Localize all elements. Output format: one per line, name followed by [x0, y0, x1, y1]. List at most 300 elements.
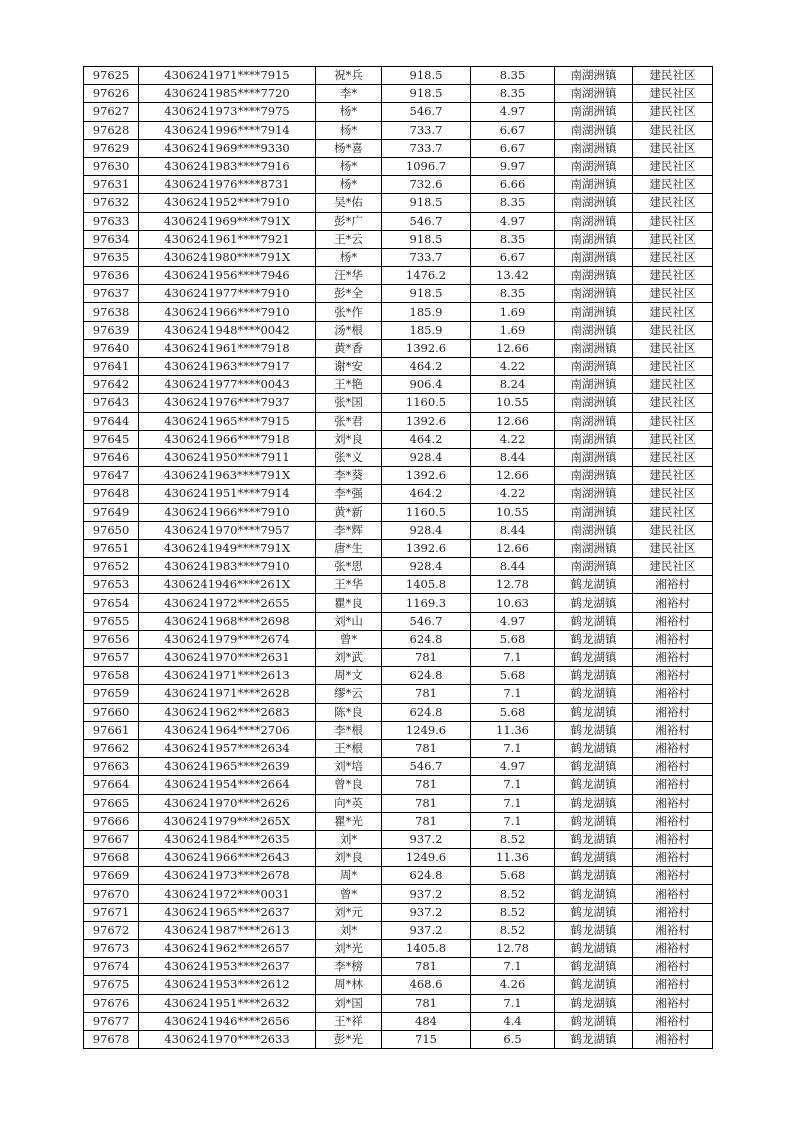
row-number-cell: 97650 — [84, 521, 139, 539]
row-number-cell: 97657 — [84, 649, 139, 667]
village-cell: 建民社区 — [633, 248, 713, 266]
village-cell: 湘裕村 — [633, 830, 713, 848]
area-cell: 11.36 — [471, 721, 555, 739]
town-cell: 南湖洲镇 — [555, 267, 633, 285]
amount-cell: 928.4 — [382, 521, 471, 539]
amount-cell: 1392.6 — [382, 467, 471, 485]
amount-cell: 733.7 — [382, 121, 471, 139]
id-number-cell: 4306241952****7910 — [139, 194, 316, 212]
name-cell: 周*文 — [316, 667, 382, 685]
id-number-cell: 4306241951****2632 — [139, 994, 316, 1012]
id-number-cell: 4306241963****7917 — [139, 358, 316, 376]
row-number-cell: 97656 — [84, 630, 139, 648]
area-cell: 8.52 — [471, 885, 555, 903]
area-cell: 8.52 — [471, 903, 555, 921]
table-row — [84, 812, 713, 830]
town-cell: 南湖洲镇 — [555, 303, 633, 321]
id-number-cell: 4306241953****2612 — [139, 976, 316, 994]
amount-cell: 781 — [382, 776, 471, 794]
table-row — [84, 703, 713, 721]
row-number-cell: 97639 — [84, 321, 139, 339]
amount-cell: 1160.5 — [382, 394, 471, 412]
name-cell: 张*国 — [316, 394, 382, 412]
town-cell: 南湖洲镇 — [555, 558, 633, 576]
row-number-cell: 97666 — [84, 812, 139, 830]
table-row — [84, 212, 713, 230]
name-cell: 瞿*光 — [316, 812, 382, 830]
amount-cell: 906.4 — [382, 376, 471, 394]
name-cell: 周*林 — [316, 976, 382, 994]
amount-cell: 781 — [382, 649, 471, 667]
row-number-cell: 97625 — [84, 67, 139, 85]
name-cell: 彭*广 — [316, 212, 382, 230]
table-row — [84, 940, 713, 958]
amount-cell: 1160.5 — [382, 503, 471, 521]
name-cell: 彭*全 — [316, 285, 382, 303]
id-number-cell: 4306241962****2657 — [139, 940, 316, 958]
table-row — [84, 485, 713, 503]
amount-cell: 546.7 — [382, 612, 471, 630]
town-cell: 鹤龙湖镇 — [555, 867, 633, 885]
name-cell: 张*君 — [316, 412, 382, 430]
name-cell: 王*根 — [316, 739, 382, 757]
row-number-cell: 97674 — [84, 958, 139, 976]
town-cell: 鹤龙湖镇 — [555, 685, 633, 703]
area-cell: 10.55 — [471, 503, 555, 521]
village-cell: 湘裕村 — [633, 921, 713, 939]
town-cell: 鹤龙湖镇 — [555, 649, 633, 667]
town-cell: 鹤龙湖镇 — [555, 976, 633, 994]
name-cell: 张*作 — [316, 303, 382, 321]
row-number-cell: 97664 — [84, 776, 139, 794]
row-number-cell: 97668 — [84, 849, 139, 867]
village-cell: 湘裕村 — [633, 758, 713, 776]
village-cell: 建民社区 — [633, 394, 713, 412]
row-number-cell: 97673 — [84, 940, 139, 958]
table-row — [84, 594, 713, 612]
town-cell: 南湖洲镇 — [555, 448, 633, 466]
village-cell: 建民社区 — [633, 539, 713, 557]
name-cell: 谢*安 — [316, 358, 382, 376]
town-cell: 鹤龙湖镇 — [555, 1030, 633, 1048]
id-number-cell: 4306241956****7946 — [139, 267, 316, 285]
village-cell: 湘裕村 — [633, 994, 713, 1012]
table-row — [84, 376, 713, 394]
row-number-cell: 97659 — [84, 685, 139, 703]
village-cell: 建民社区 — [633, 303, 713, 321]
row-number-cell: 97643 — [84, 394, 139, 412]
town-cell: 南湖洲镇 — [555, 285, 633, 303]
town-cell: 鹤龙湖镇 — [555, 630, 633, 648]
table-row — [84, 867, 713, 885]
table-body — [84, 67, 713, 1049]
id-number-cell: 4306241977****7910 — [139, 285, 316, 303]
table-row — [84, 157, 713, 175]
id-number-cell: 4306241979****265X — [139, 812, 316, 830]
row-number-cell: 97637 — [84, 285, 139, 303]
row-number-cell: 97676 — [84, 994, 139, 1012]
village-cell: 湘裕村 — [633, 1012, 713, 1030]
table-row — [84, 849, 713, 867]
table-row — [84, 539, 713, 557]
id-number-cell: 4306241957****2634 — [139, 739, 316, 757]
name-cell: 刘*培 — [316, 758, 382, 776]
town-cell: 南湖洲镇 — [555, 467, 633, 485]
name-cell: 刘* — [316, 830, 382, 848]
town-cell: 鹤龙湖镇 — [555, 885, 633, 903]
table-row — [84, 776, 713, 794]
amount-cell: 464.2 — [382, 430, 471, 448]
table-row — [84, 430, 713, 448]
area-cell: 12.66 — [471, 339, 555, 357]
area-cell: 7.1 — [471, 794, 555, 812]
table-row — [84, 85, 713, 103]
table-row — [84, 448, 713, 466]
table-row — [84, 267, 713, 285]
town-cell: 南湖洲镇 — [555, 503, 633, 521]
row-number-cell: 97665 — [84, 794, 139, 812]
table-row — [84, 758, 713, 776]
id-number-cell: 4306241946****2656 — [139, 1012, 316, 1030]
town-cell: 鹤龙湖镇 — [555, 594, 633, 612]
area-cell: 10.55 — [471, 394, 555, 412]
row-number-cell: 97678 — [84, 1030, 139, 1048]
amount-cell: 1249.6 — [382, 721, 471, 739]
town-cell: 鹤龙湖镇 — [555, 903, 633, 921]
table-row — [84, 285, 713, 303]
amount-cell: 624.8 — [382, 667, 471, 685]
amount-cell: 624.8 — [382, 867, 471, 885]
id-number-cell: 4306241966****7910 — [139, 503, 316, 521]
id-number-cell: 4306241949****791X — [139, 539, 316, 557]
name-cell: 周* — [316, 867, 382, 885]
amount-cell: 781 — [382, 685, 471, 703]
town-cell: 鹤龙湖镇 — [555, 721, 633, 739]
id-number-cell: 4306241970****2626 — [139, 794, 316, 812]
table-row — [84, 412, 713, 430]
area-cell: 7.1 — [471, 739, 555, 757]
amount-cell: 1392.6 — [382, 539, 471, 557]
table-row — [84, 121, 713, 139]
town-cell: 南湖洲镇 — [555, 358, 633, 376]
id-number-cell: 4306241969****791X — [139, 212, 316, 230]
area-cell: 9.97 — [471, 157, 555, 175]
area-cell: 11.36 — [471, 849, 555, 867]
amount-cell: 464.2 — [382, 485, 471, 503]
table-row — [84, 667, 713, 685]
village-cell: 建民社区 — [633, 430, 713, 448]
village-cell: 建民社区 — [633, 139, 713, 157]
row-number-cell: 97645 — [84, 430, 139, 448]
village-cell: 湘裕村 — [633, 1030, 713, 1048]
village-cell: 建民社区 — [633, 339, 713, 357]
name-cell: 刘* — [316, 921, 382, 939]
row-number-cell: 97647 — [84, 467, 139, 485]
amount-cell: 1249.6 — [382, 849, 471, 867]
area-cell: 4.26 — [471, 976, 555, 994]
village-cell: 湘裕村 — [633, 685, 713, 703]
id-number-cell: 4306241970****7957 — [139, 521, 316, 539]
name-cell: 曾* — [316, 885, 382, 903]
row-number-cell: 97646 — [84, 448, 139, 466]
area-cell: 13.42 — [471, 267, 555, 285]
town-cell: 南湖洲镇 — [555, 176, 633, 194]
table-row — [84, 958, 713, 976]
town-cell: 南湖洲镇 — [555, 157, 633, 175]
name-cell: 杨* — [316, 103, 382, 121]
name-cell: 李* — [316, 85, 382, 103]
name-cell: 刘*光 — [316, 940, 382, 958]
town-cell: 鹤龙湖镇 — [555, 830, 633, 848]
amount-cell: 624.8 — [382, 703, 471, 721]
area-cell: 5.68 — [471, 703, 555, 721]
village-cell: 建民社区 — [633, 448, 713, 466]
row-number-cell: 97629 — [84, 139, 139, 157]
town-cell: 南湖洲镇 — [555, 430, 633, 448]
name-cell: 瞿*良 — [316, 594, 382, 612]
town-cell: 南湖洲镇 — [555, 121, 633, 139]
town-cell: 南湖洲镇 — [555, 212, 633, 230]
amount-cell: 732.6 — [382, 176, 471, 194]
amount-cell: 918.5 — [382, 67, 471, 85]
row-number-cell: 97636 — [84, 267, 139, 285]
village-cell: 建民社区 — [633, 230, 713, 248]
village-cell: 建民社区 — [633, 157, 713, 175]
name-cell: 向*英 — [316, 794, 382, 812]
table-row — [84, 321, 713, 339]
amount-cell: 1096.7 — [382, 157, 471, 175]
name-cell: 曾*良 — [316, 776, 382, 794]
area-cell: 1.69 — [471, 321, 555, 339]
village-cell: 湘裕村 — [633, 612, 713, 630]
row-number-cell: 97675 — [84, 976, 139, 994]
row-number-cell: 97655 — [84, 612, 139, 630]
area-cell: 7.1 — [471, 685, 555, 703]
area-cell: 4.22 — [471, 430, 555, 448]
area-cell: 7.1 — [471, 776, 555, 794]
data-table — [83, 66, 713, 1049]
table-row — [84, 921, 713, 939]
village-cell: 建民社区 — [633, 412, 713, 430]
id-number-cell: 4306241996****7914 — [139, 121, 316, 139]
area-cell: 8.35 — [471, 230, 555, 248]
area-cell: 12.66 — [471, 467, 555, 485]
area-cell: 8.35 — [471, 67, 555, 85]
row-number-cell: 97626 — [84, 85, 139, 103]
village-cell: 建民社区 — [633, 212, 713, 230]
town-cell: 南湖洲镇 — [555, 521, 633, 539]
id-number-cell: 4306241951****7914 — [139, 485, 316, 503]
row-number-cell: 97662 — [84, 739, 139, 757]
name-cell: 张*思 — [316, 558, 382, 576]
table-row — [84, 721, 713, 739]
town-cell: 南湖洲镇 — [555, 103, 633, 121]
amount-cell: 781 — [382, 994, 471, 1012]
name-cell: 李*榜 — [316, 958, 382, 976]
table-row — [84, 139, 713, 157]
village-cell: 湘裕村 — [633, 630, 713, 648]
table-row — [84, 685, 713, 703]
area-cell: 10.63 — [471, 594, 555, 612]
village-cell: 建民社区 — [633, 67, 713, 85]
id-number-cell: 4306241969****9330 — [139, 139, 316, 157]
village-cell: 湘裕村 — [633, 721, 713, 739]
town-cell: 鹤龙湖镇 — [555, 940, 633, 958]
amount-cell: 918.5 — [382, 85, 471, 103]
amount-cell: 937.2 — [382, 885, 471, 903]
town-cell: 南湖洲镇 — [555, 194, 633, 212]
village-cell: 建民社区 — [633, 267, 713, 285]
amount-cell: 937.2 — [382, 921, 471, 939]
row-number-cell: 97669 — [84, 867, 139, 885]
id-number-cell: 4306241966****2643 — [139, 849, 316, 867]
amount-cell: 484 — [382, 1012, 471, 1030]
area-cell: 5.68 — [471, 630, 555, 648]
village-cell: 建民社区 — [633, 176, 713, 194]
amount-cell: 928.4 — [382, 448, 471, 466]
area-cell: 4.22 — [471, 485, 555, 503]
name-cell: 汤*根 — [316, 321, 382, 339]
table-row — [84, 358, 713, 376]
name-cell: 缪*云 — [316, 685, 382, 703]
id-number-cell: 4306241985****7720 — [139, 85, 316, 103]
table-row — [84, 830, 713, 848]
village-cell: 湘裕村 — [633, 594, 713, 612]
village-cell: 建民社区 — [633, 376, 713, 394]
id-number-cell: 4306241946****261X — [139, 576, 316, 594]
area-cell: 5.68 — [471, 867, 555, 885]
area-cell: 7.1 — [471, 812, 555, 830]
amount-cell: 185.9 — [382, 303, 471, 321]
amount-cell: 715 — [382, 1030, 471, 1048]
amount-cell: 546.7 — [382, 212, 471, 230]
amount-cell: 185.9 — [382, 321, 471, 339]
id-number-cell: 4306241987****2613 — [139, 921, 316, 939]
id-number-cell: 4306241965****2639 — [139, 758, 316, 776]
row-number-cell: 97677 — [84, 1012, 139, 1030]
table-row — [84, 903, 713, 921]
table-row — [84, 521, 713, 539]
area-cell: 8.24 — [471, 376, 555, 394]
village-cell: 建民社区 — [633, 85, 713, 103]
area-cell: 4.97 — [471, 758, 555, 776]
row-number-cell: 97627 — [84, 103, 139, 121]
name-cell: 汪*华 — [316, 267, 382, 285]
town-cell: 鹤龙湖镇 — [555, 849, 633, 867]
area-cell: 8.35 — [471, 194, 555, 212]
village-cell: 建民社区 — [633, 285, 713, 303]
row-number-cell: 97638 — [84, 303, 139, 321]
name-cell: 杨* — [316, 248, 382, 266]
name-cell: 唐*生 — [316, 539, 382, 557]
town-cell: 南湖洲镇 — [555, 230, 633, 248]
table-row — [84, 612, 713, 630]
table-row — [84, 576, 713, 594]
town-cell: 鹤龙湖镇 — [555, 812, 633, 830]
town-cell: 鹤龙湖镇 — [555, 667, 633, 685]
amount-cell: 733.7 — [382, 248, 471, 266]
amount-cell: 781 — [382, 794, 471, 812]
village-cell: 湘裕村 — [633, 703, 713, 721]
area-cell: 6.67 — [471, 139, 555, 157]
id-number-cell: 4306241968****2698 — [139, 612, 316, 630]
name-cell: 李*强 — [316, 485, 382, 503]
town-cell: 鹤龙湖镇 — [555, 739, 633, 757]
table-row — [84, 1030, 713, 1048]
name-cell: 李*根 — [316, 721, 382, 739]
name-cell: 刘*国 — [316, 994, 382, 1012]
row-number-cell: 97628 — [84, 121, 139, 139]
table-row — [84, 558, 713, 576]
village-cell: 湘裕村 — [633, 958, 713, 976]
id-number-cell: 4306241973****2678 — [139, 867, 316, 885]
town-cell: 南湖洲镇 — [555, 539, 633, 557]
village-cell: 湘裕村 — [633, 849, 713, 867]
area-cell: 4.22 — [471, 358, 555, 376]
name-cell: 刘*良 — [316, 849, 382, 867]
name-cell: 陈*良 — [316, 703, 382, 721]
town-cell: 南湖洲镇 — [555, 85, 633, 103]
area-cell: 5.68 — [471, 667, 555, 685]
town-cell: 南湖洲镇 — [555, 412, 633, 430]
row-number-cell: 97661 — [84, 721, 139, 739]
area-cell: 4.97 — [471, 103, 555, 121]
name-cell: 张*义 — [316, 448, 382, 466]
amount-cell: 464.2 — [382, 358, 471, 376]
id-number-cell: 4306241970****2631 — [139, 649, 316, 667]
town-cell: 南湖洲镇 — [555, 376, 633, 394]
id-number-cell: 4306241979****2674 — [139, 630, 316, 648]
town-cell: 鹤龙湖镇 — [555, 612, 633, 630]
area-cell: 12.66 — [471, 539, 555, 557]
town-cell: 鹤龙湖镇 — [555, 776, 633, 794]
id-number-cell: 4306241971****2613 — [139, 667, 316, 685]
name-cell: 王*华 — [316, 576, 382, 594]
area-cell: 8.44 — [471, 521, 555, 539]
table-row — [84, 649, 713, 667]
name-cell: 刘*武 — [316, 649, 382, 667]
table-row — [84, 67, 713, 85]
id-number-cell: 4306241971****2628 — [139, 685, 316, 703]
village-cell: 湘裕村 — [633, 903, 713, 921]
row-number-cell: 97653 — [84, 576, 139, 594]
area-cell: 7.1 — [471, 649, 555, 667]
name-cell: 杨* — [316, 157, 382, 175]
id-number-cell: 4306241954****2664 — [139, 776, 316, 794]
village-cell: 建民社区 — [633, 558, 713, 576]
town-cell: 鹤龙湖镇 — [555, 758, 633, 776]
village-cell: 建民社区 — [633, 521, 713, 539]
table-row — [84, 794, 713, 812]
id-number-cell: 4306241963****791X — [139, 467, 316, 485]
area-cell: 4.97 — [471, 212, 555, 230]
table-row — [84, 467, 713, 485]
village-cell: 湘裕村 — [633, 649, 713, 667]
area-cell: 8.44 — [471, 558, 555, 576]
town-cell: 南湖洲镇 — [555, 485, 633, 503]
name-cell: 黄*香 — [316, 339, 382, 357]
amount-cell: 1392.6 — [382, 339, 471, 357]
id-number-cell: 4306241980****791X — [139, 248, 316, 266]
id-number-cell: 4306241970****2633 — [139, 1030, 316, 1048]
name-cell: 杨* — [316, 176, 382, 194]
name-cell: 杨*喜 — [316, 139, 382, 157]
amount-cell: 624.8 — [382, 630, 471, 648]
town-cell: 鹤龙湖镇 — [555, 921, 633, 939]
table-row — [84, 339, 713, 357]
village-cell: 建民社区 — [633, 321, 713, 339]
amount-cell: 1405.8 — [382, 940, 471, 958]
